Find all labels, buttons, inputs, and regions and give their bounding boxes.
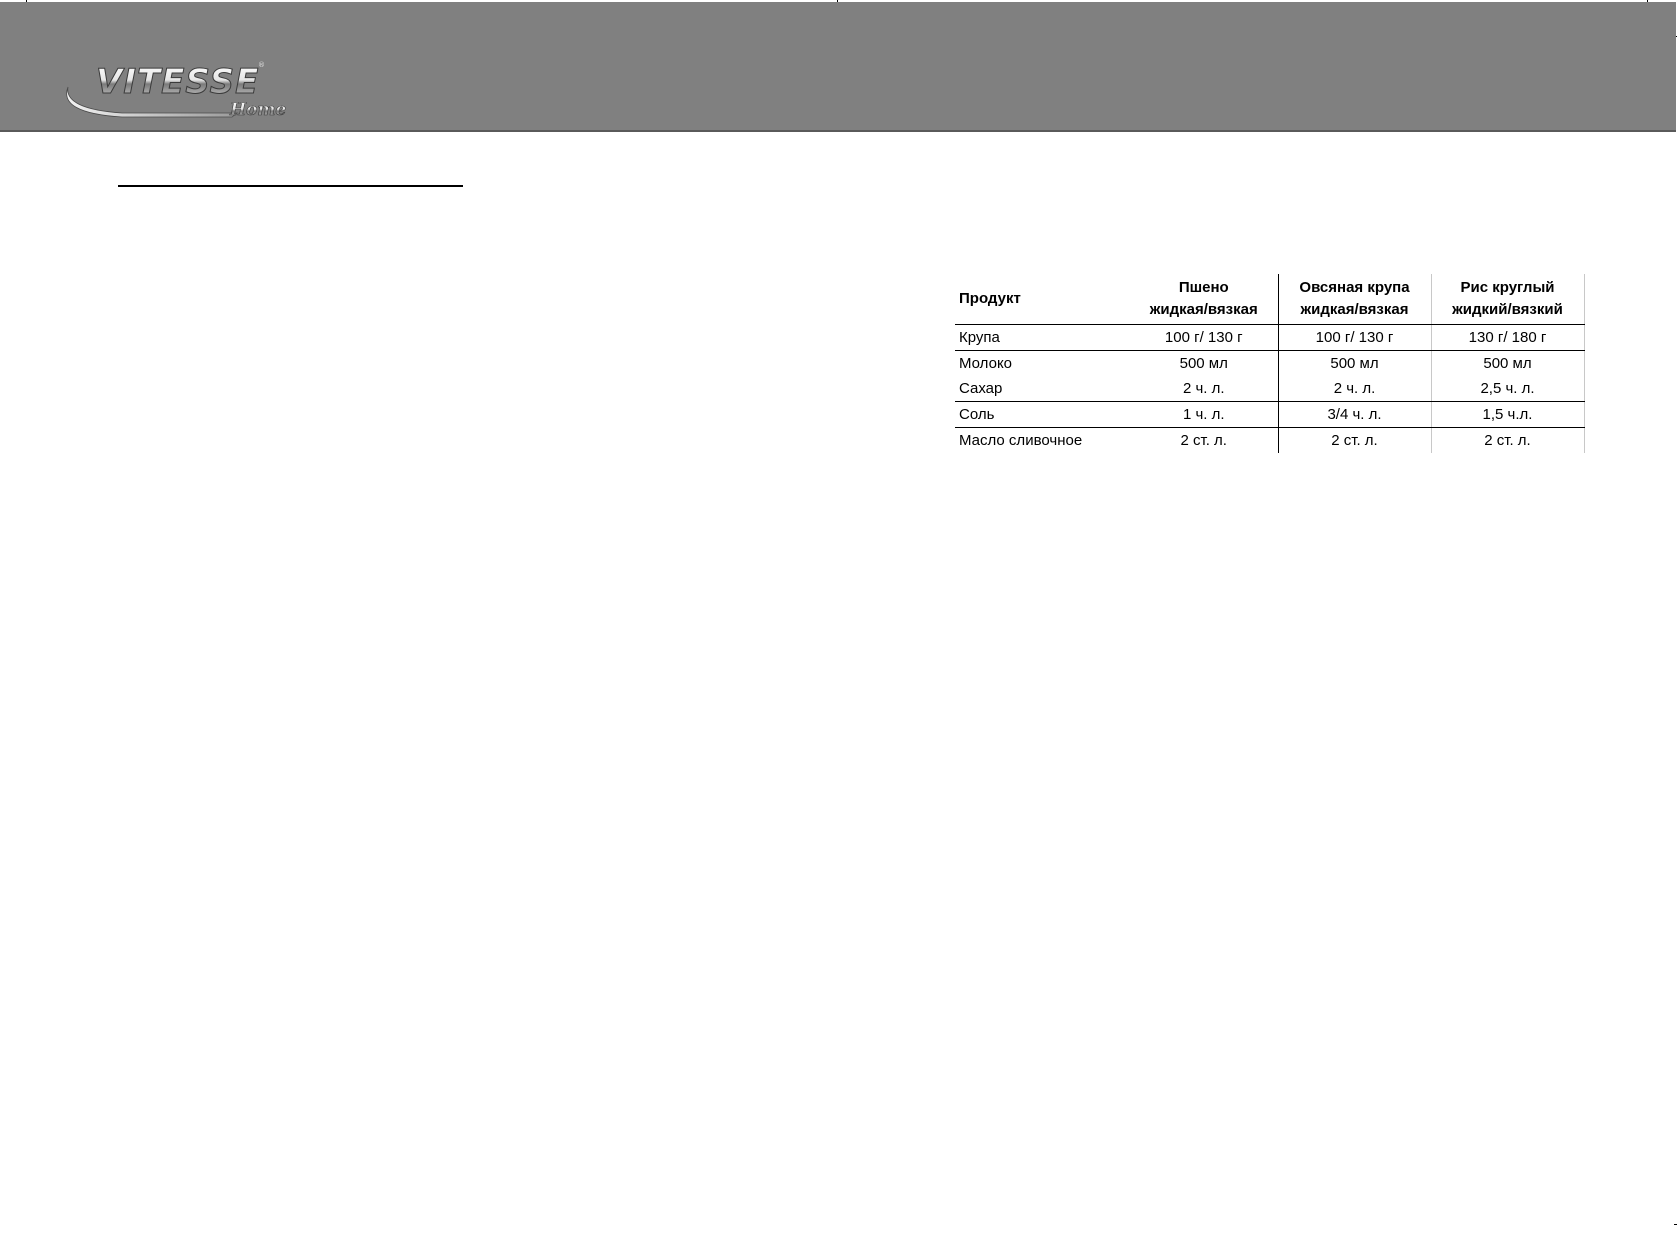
vitesse-home-logo	[62, 57, 302, 127]
cell-product: Крупа	[955, 325, 1130, 351]
porridge-recipe-table	[955, 274, 1585, 453]
cell-value: 500 мл	[1431, 351, 1584, 377]
table-row	[955, 402, 1584, 428]
logo-subtext: Home	[230, 100, 287, 120]
cell-value: 100 г/ 130 г	[1278, 325, 1431, 351]
cell-value: 100 г/ 130 г	[1130, 325, 1278, 351]
header-millet: Пшено жидкая/вязкая	[1130, 274, 1278, 325]
logo-wordmark: VITESSE	[96, 62, 260, 102]
table-row	[955, 376, 1584, 402]
cell-product: Масло сливочное	[959, 432, 1083, 449]
cell-value: 2 ст. л.	[1431, 428, 1584, 454]
table-row	[955, 428, 1584, 454]
svg-text:®: ®	[258, 61, 265, 69]
cell-value: 3/4 ч. л.	[1278, 402, 1431, 428]
cell-value: 2 ст. л.	[1278, 428, 1431, 454]
cell-value: 500 мл	[1130, 351, 1278, 377]
table-row	[955, 325, 1584, 351]
cell-product: Соль	[955, 402, 1130, 428]
cell-value: 2 ч. л.	[1278, 376, 1431, 402]
table-header-row	[955, 274, 1584, 325]
trim-mark-bottom-right	[1674, 1224, 1677, 1225]
header-oatmeal: Овсяная крупа жидкая/вязкая	[1278, 274, 1431, 325]
cell-value: 500 мл	[1278, 351, 1431, 377]
cell-value: 2,5 ч. л.	[1431, 376, 1584, 402]
cell-value: 2 ч. л.	[1130, 376, 1278, 402]
cell-value: 1 ч. л.	[1130, 402, 1278, 428]
title-underline-rule	[118, 185, 463, 187]
cell-product: Молоко	[959, 355, 1013, 372]
cell-value: 1,5 ч.л.	[1431, 402, 1584, 428]
header-rice: Рис круглый жидкий/вязкий	[1431, 274, 1584, 325]
cell-value: 130 г/ 180 г	[1431, 325, 1584, 351]
cell-value: 2 ст. л.	[1130, 428, 1278, 454]
cell-product: Сахар	[955, 376, 1130, 402]
table-row	[955, 351, 1584, 377]
header-product: Продукт	[955, 274, 1130, 325]
page-header-band	[0, 2, 1676, 132]
